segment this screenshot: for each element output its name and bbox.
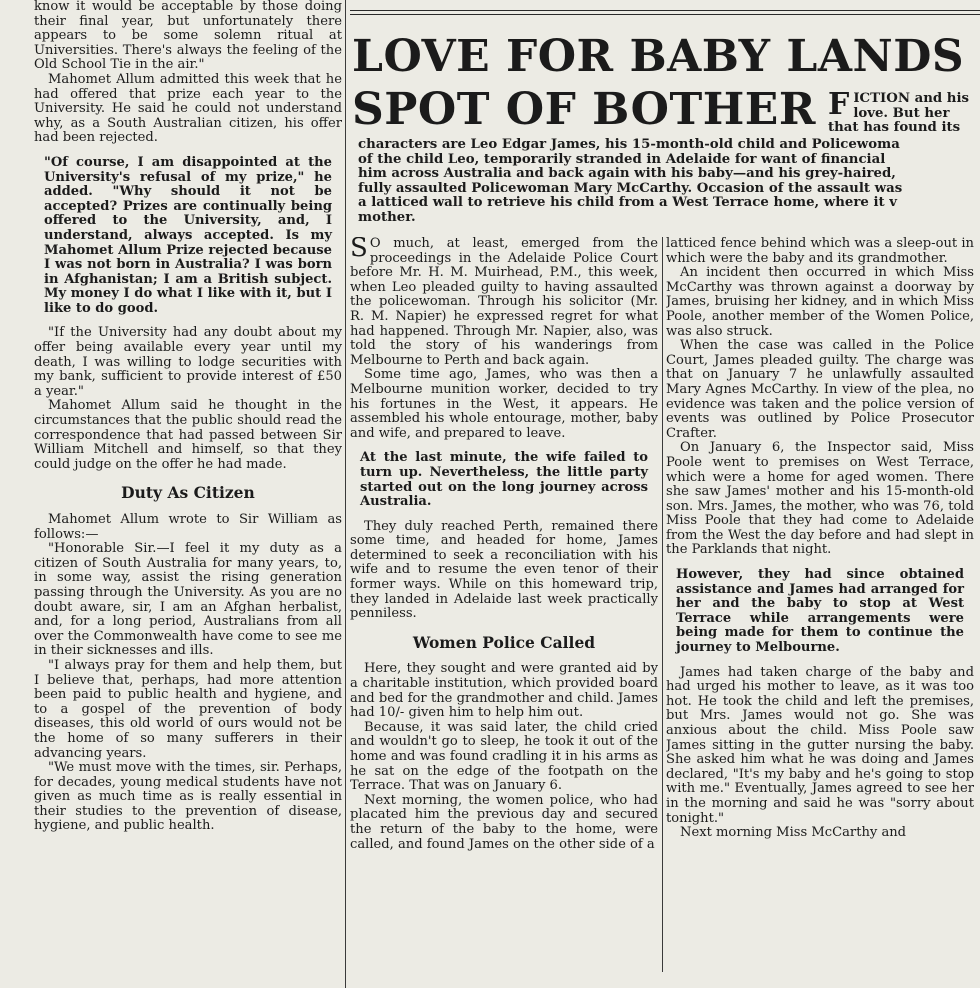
subheading: Duty As Citizen — [121, 483, 255, 503]
bold-paragraph: However, they had since obtained assistance and James had arranged for her and the baby to stop at West Terrace while arrangements were being made for them to continue the journey to Melbourne. — [676, 567, 964, 656]
paragraph: Next morning, the women police, who had placated him the previous day and secured the return of the baby to the home, were called, and found James on the other side of a — [350, 792, 658, 852]
intro-line: a latticed wall to retrieve his child from a West Terrace home, where it v — [358, 195, 898, 211]
paragraph: Mahomet Allum said he thought in the circumstances that the public should read the correspondence that had passed between Sir William Mitchell and himself, so that they could judge on the offer he had made. — [34, 398, 342, 472]
drop-cap: S — [350, 237, 368, 263]
paragraph: They duly reached Perth, remained there some time, and headed for home, James determined to seek a reconciliation with his wife and to resume the even tenor of their former ways. While on this homeward trip, they landed in Adelaide last week practically penniless. — [350, 518, 658, 622]
intro-block — [358, 138, 980, 226]
paragraph: "We must move with the times, sir. Perhaps, for decades, young medical students have not given as much time as is really essential in their studies to the prevention of disease, hygiene, and public health. — [34, 760, 342, 834]
paragraph: "I always pray for them and help them, but I believe that, perhaps, had more attention been paid to public health and hygiene, and to a gospel of the prevention of body diseases, this old world of ours would not be the home of so many sufferers in their advancing years. — [34, 657, 342, 761]
opening-paragraph — [350, 237, 658, 368]
article-column-3 — [666, 237, 974, 972]
subheading: Women Police Called — [412, 632, 596, 652]
paragraph: Mahomet Allum admitted this week that he had offered that prize each year to the University. He said he could not understand why, as a South Australian citizen, his offer had been rejected. — [34, 71, 342, 146]
paragraph: When the case was called in the Police Court, James pleaded guilty. The charge was that on January 7 he unlawfully assaulted Mary Agnes McCarthy. In view of the plea, no evidence was taken and the police version of events was outlined by Police Prosecutor Crafter. — [666, 338, 974, 441]
column-divider — [345, 0, 346, 988]
paragraph: know it would be acceptable by those doing their final year, but unfortunately there appears to be some solemn ritual at Universities. There's always the feeling of the Old School Tie in the air." — [34, 0, 342, 73]
paragraph: "If the University had any doubt about my offer being available every year until my death, I was willing to lodge securities with my bank, sufficient to provide interest of £50 a year." — [34, 325, 342, 399]
paragraph: latticed fence behind which was a sleep-out in which were the baby and its grandmother. — [666, 237, 974, 266]
headline-line-2: SPOT OF BOTHER — [352, 84, 816, 135]
paragraph: On January 6, the Inspector said, Miss Poole went to premises on West Terrace, which were a home for aged women. There she saw James' mother and his 15-month-old son. Mrs. James, the mother, who was 76, told Miss Poole that they had come to Adelaide from the West the day before and had slept in the Parklands that night. — [666, 440, 974, 558]
intro-line: fully assaulted Policewoman Mary McCarthy. Occasion of the assault was — [358, 180, 903, 196]
paragraph: "Honorable Sir.—I feel it my duty as a citizen of South Australia for many years, to, in some way, assist the rising generation passing through the University. As you are no doubt aware, sir, I am an Afghan herbalist, and, for a long period, Australians from all over the Commonwealth have come to see me in their sicknesses and ills. — [34, 541, 342, 659]
bold-paragraph: At the last minute, the wife failed to turn up. Nevertheless, the little party started out on the long journey across Australia. — [360, 450, 648, 510]
article-column-2 — [350, 237, 658, 972]
intro-line: that has found its — [828, 120, 961, 136]
intro-line: him across Australia and back again with his baby—and his grey-haired, — [358, 166, 896, 182]
intro-side — [828, 87, 980, 136]
top-rule-double — [350, 14, 980, 15]
intro-line: characters are Leo Edgar James, his 15-month-old child and Policewoma — [358, 137, 900, 152]
intro-line: mother. — [358, 209, 416, 225]
paragraph: Next morning Miss McCarthy and — [680, 825, 907, 841]
column-divider — [662, 237, 663, 972]
top-rule — [350, 10, 980, 11]
paragraph: Some time ago, James, who was then a Melbourne munition worker, decided to try his fortunes in the West, it appears. He assembled his whole entourage, mother, baby and wife, and prepared to leave. — [350, 367, 658, 441]
intro-line: love. But her — [853, 105, 950, 121]
paragraph: Here, they sought and were granted aid by a charitable institution, which provided board and bed for the grandmother and child. James had 10/- given him to help him out. — [350, 661, 658, 721]
paragraph: An incident then occurred in which Miss McCarthy was thrown against a doorway by James, bruising her kidney, and in which Miss Poole, another member of the Women Police, was also struck. — [666, 265, 974, 339]
paragraph: Mahomet Allum wrote to Sir William as follows:— — [34, 512, 342, 542]
bold-quote: "Of course, I am disappointed at the University's refusal of my prize," he added. "Why should it not be accepted? Prizes are continually being offered to the University, and, I understand, always accepted. Is my Mahomet Allum Prize rejected because I was not born in Australia? I was born in Afghanistan; I am a British subject. My money I do what I like with it, but I like to do good. — [44, 154, 332, 316]
opening-text: O much, at least, emerged from the proceedings in the Adelaide Police Court before Mr. H. M. Muirhead, P.M., this week, when Leo pleaded guilty to having assaulted the policewoman. Through his solicitor (Mr. R. M. Napier) he expressed regret for what had happened. Through Mr. Napier, also, was told the story of his wanderings from Melbourne to Perth and back again. — [350, 237, 658, 368]
intro-line: of the child Leo, temporarily stranded in Adelaide for want of financial — [358, 151, 886, 167]
headline-line-1: LOVE FOR BABY LANDS — [352, 31, 965, 82]
intro-drop-cap: F — [828, 87, 850, 122]
left-article-column — [34, 0, 342, 988]
intro-line: ICTION and his — [853, 91, 970, 106]
paragraph: James had taken charge of the baby and had urged his mother to leave, as it was too hot. He took the child and left the premises, but Mrs. James would not go. She was anxious about the child. Miss Poole saw James sitting in the gutter nursing the baby. She asked him what he was doing and James declared, "It's my baby and he's going to stop with me." Eventually, James agreed to see her in the morning and said he was "sorry about tonight." — [666, 664, 974, 826]
paragraph: Because, it was said later, the child cried and wouldn't go to sleep, he took it out of the home and was found cradling it in his arms as he sat on the edge of the footpath on the Terrace. That was on January 6. — [350, 719, 658, 794]
